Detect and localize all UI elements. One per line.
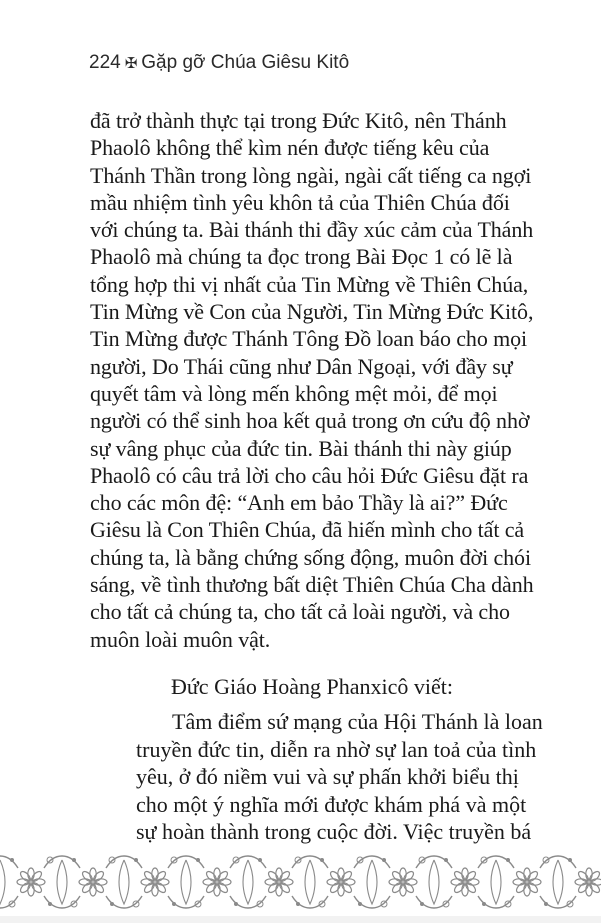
text-line: muôn loài muôn vật. [90,626,271,652]
floral-border-icon [0,848,601,916]
text-line: sự vâng phục của đức tin. Bài thánh thi này giúp [90,435,512,461]
text-line: Thánh Thần trong lòng ngài, ngài cất tiếng ca ngợi [90,162,532,188]
cross-separator-icon: ✠ [124,55,138,72]
text-line: chúng ta, là bằng chứng sống động, muôn đời chói [90,544,531,570]
book-title: Gặp gỡ Chúa Giêsu Kitô [141,52,350,73]
text-line: Giêsu là Con Thiên Chúa, đã hiến mình cho tất cả [90,517,525,543]
text-line: Tin Mừng được Thánh Tông Đồ loan báo cho mọi [90,326,528,352]
block-quote [136,708,543,846]
main-paragraph [90,107,534,653]
quote-line: Tâm điểm sứ mạng của Hội Thánh là loan [172,709,543,734]
text-line: mầu nhiệm tình yêu khôn tả của Thiên Chúa đối [90,189,510,215]
quote-line: truyền đức tin, diễn ra nhờ sự lan toả của tình [136,736,537,762]
text-line: Phaolô không thể kìm nén được tiếng kêu của [90,135,490,161]
page-bottom-edge [0,916,601,923]
quote-line: yêu, ở đó niềm vui và sự phấn khởi biểu thị [136,764,519,789]
text-line: cho các môn đệ: “Anh em bảo Thầy là ai?” Đức [90,490,508,516]
text-line: với chúng ta. Bài thánh thi đầy xúc cảm của Thánh [90,217,534,243]
quote-line: cho một ý nghĩa mới được khám phá và một [136,791,527,817]
text-line: người có thể sinh hoa kết quả trong ơn cứu độ nhờ [90,408,530,434]
text-line: tổng hợp thi vị nhất của Tin Mừng về Thiên Chúa, [90,271,529,297]
text-line: đã trở thành thực tại trong Đức Kitô, nên Thánh [90,108,507,133]
quote-attribution: Đức Giáo Hoàng Phanxicô viết: [171,674,453,699]
text-line: Phaolô mà chúng ta đọc trong Bài Đọc 1 có lẽ là [90,244,513,270]
running-header [89,52,349,74]
text-line: Tin Mừng về Con của Người, Tin Mừng Đức Kitô, [90,299,534,325]
quote-line: sự hoàn thành trong cuộc đời. Việc truyền bá [136,819,532,844]
text-line: cho tất cả chúng ta, cho tất cả loài người, và cho [90,599,510,625]
text-line: Phaolô có câu trả lời cho câu hỏi Đức Giêsu đặt ra [90,462,529,488]
text-line: sáng, về tình thương bất diệt Thiên Chúa Cha dành [90,572,534,598]
text-line: quyết tâm và lòng mến không mệt mỏi, để mọi [90,380,498,406]
text-line: người, Do Thái cũng như Dân Ngoại, với đầy sự [90,353,513,379]
page-number: 224 [89,52,121,73]
